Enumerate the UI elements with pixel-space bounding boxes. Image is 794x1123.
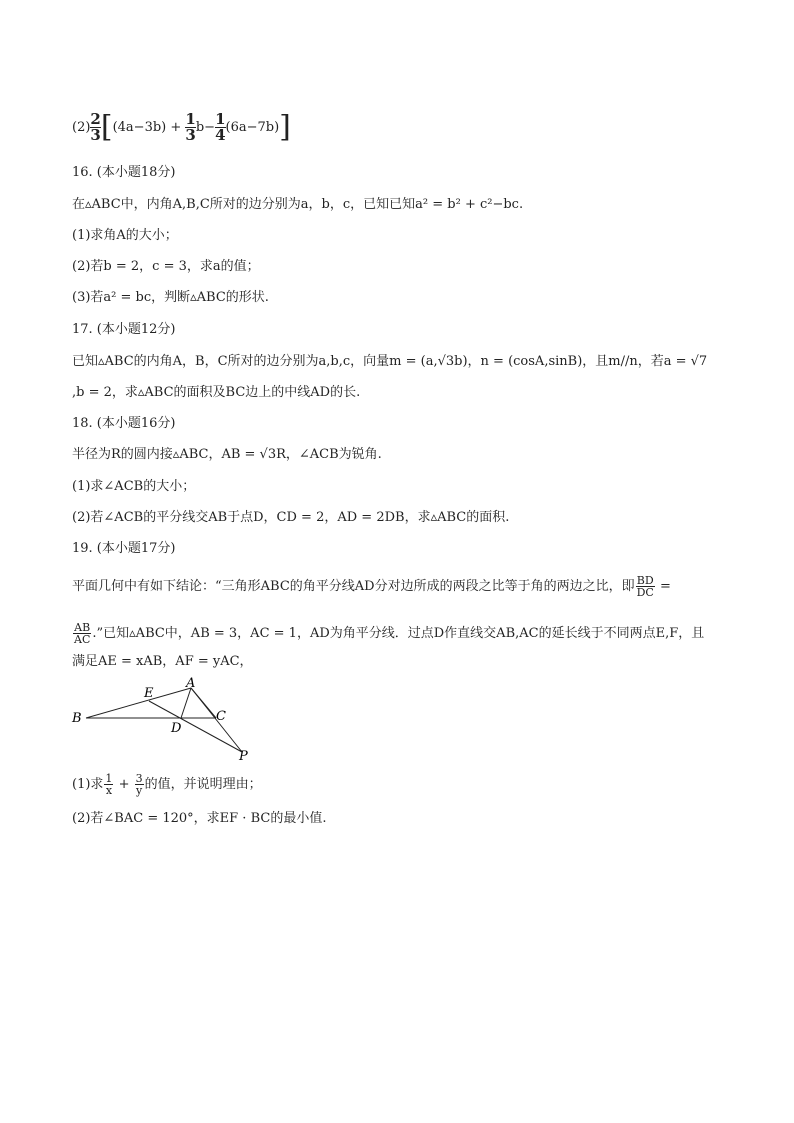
expr-term-3: (6a−7b)	[225, 120, 280, 135]
segment-ba	[86, 688, 191, 718]
q18-header: 18. (本小题16分)	[72, 416, 176, 431]
segment-ep	[149, 701, 242, 752]
q17-line2: ,b = 2，求▵ABC的面积及BC边上的中线AD的长.	[72, 385, 361, 400]
label-c: C	[216, 709, 226, 724]
fraction-ab-ac: $\frac{AB}{AC}$	[74, 621, 91, 646]
q18-part1: (1)求∠ACB的大小；	[72, 479, 196, 494]
label-b: B	[72, 711, 82, 726]
label-e: E	[144, 686, 154, 701]
fraction-1-3: $\frac{1}{3}$	[185, 110, 196, 144]
q19-line2: $\frac{AB}{AC}$ .”已知▵ABC中，AB = 3，AC = 1，AD为角平分线．过点D作直线交AB,AC的延长线于不同两点E,F，且	[74, 621, 705, 646]
q17-line1: 已知▵ABC的内角A，B，C所对的边分别为a,b,c，向量m = (a,√3b)，n = (cosA,sinB)，且m//n，若a = √7	[72, 354, 708, 369]
q19-line3: 满足AE = xAB，AF = yAC，	[72, 654, 253, 669]
label-a: A	[186, 676, 196, 691]
q19-part2: (2)若∠BAC = 120°，求EF · BC的最小值.	[72, 811, 327, 826]
fraction-1-4: $\frac{1}{4}$	[215, 110, 226, 144]
q18-stem: 半径为R的圆内接▵ABC，AB = √3R，∠ACB为锐角.	[72, 447, 382, 462]
label-p: P	[239, 749, 248, 764]
q16-header: 16. (本小题18分)	[72, 165, 176, 180]
q16-part2: (2)若b = 2，c = 3，求a的值；	[72, 259, 260, 274]
expr-term-1: (4a−3b)	[112, 120, 167, 135]
expr-term-2: b−	[195, 120, 216, 135]
segment-ad	[181, 688, 191, 718]
fraction-2-3: $\frac{2}{3}$	[90, 110, 101, 144]
q19-header: 19. (本小题17分)	[72, 541, 176, 556]
q16-part3: (3)若a² = bc，判断▵ABC的形状.	[72, 290, 269, 305]
q15-part2: (2) $\frac{2}{3}[(4a-3b)$ + $\frac{1}{3}b-$ $\frac{1}{4}(6a-7b)$]	[72, 109, 291, 145]
q17-header: 17. (本小题12分)	[72, 322, 176, 337]
fraction-bd-dc: $\frac{BD}{DC}$	[636, 574, 654, 599]
label-d: D	[171, 721, 182, 736]
fraction-3-y: $\frac{3}{y}$	[135, 772, 143, 797]
q16-part1: (1)求角A的大小；	[72, 228, 178, 243]
triangle-figure	[66, 676, 266, 766]
q19-line1: 平面几何中有如下结论：“三角形ABC的角平分线AD分对边所成的两段之比等于角的两边之比，即 $\frac{BD}{DC}$ =	[72, 574, 671, 599]
q16-stem: 在▵ABC中，内角A,B,C所对的边分别为a，b，c，已知已知a² = b² + c²−bc.	[72, 197, 524, 212]
fraction-1-x: $\frac{1}{x}$	[105, 772, 113, 797]
q18-part2: (2)若∠ACB的平分线交AB于点D，CD = 2，AD = 2DB，求▵ABC的面积.	[72, 510, 510, 525]
q19-part1: (1)求 $\frac{1}{x}$ + $\frac{3}{y}$ 的值，并说明理由；	[72, 772, 262, 797]
